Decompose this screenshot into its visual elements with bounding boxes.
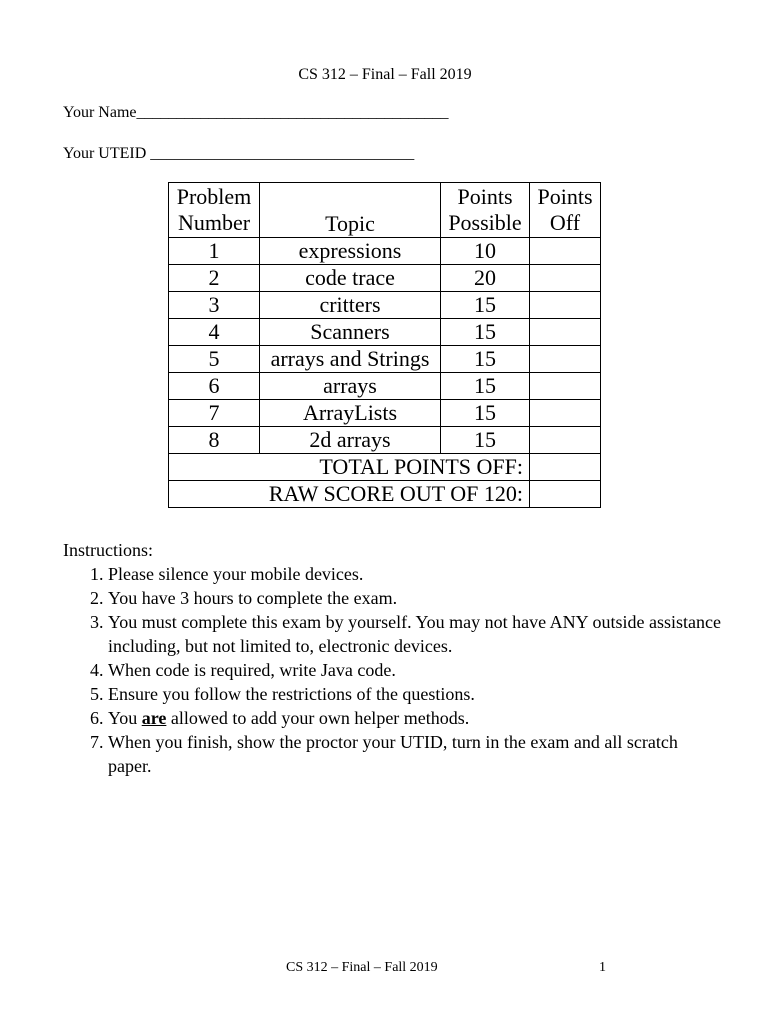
points-off-cell[interactable] [530,265,601,292]
points-off-cell[interactable] [530,427,601,454]
instruction-text: allowed to add your own helper methods. [166,708,470,728]
topic-cell: expressions [260,238,441,265]
header-problem-number: Problem Number [169,183,260,238]
points-off-cell[interactable] [530,319,601,346]
points-possible-cell: 15 [441,319,530,346]
instruction-item: 3. You must complete this exam by yourself. You may not have ANY outside assistance including, but not limited to, electronic devices. [108,610,723,658]
topic-cell: critters [260,292,441,319]
points-possible-cell: 15 [441,400,530,427]
page-header-title: CS 312 – Final – Fall 2019 [298,66,472,83]
points-possible-cell: 15 [441,373,530,400]
points-possible-cell: 15 [441,346,530,373]
raw-score-row [169,481,601,508]
table-row [169,238,601,265]
header-points-off: Points Off [530,183,601,238]
score-table-header [169,183,601,238]
topic-cell: ArrayLists [260,400,441,427]
problem-number-cell: 7 [169,400,260,427]
instruction-item [108,706,723,730]
table-row [169,265,601,292]
topic-cell: Scanners [260,319,441,346]
problem-number-cell: 4 [169,319,260,346]
table-row [169,319,601,346]
uteid-blank[interactable]: _________________________________ [150,145,415,162]
name-field[interactable] [63,104,448,122]
points-off-cell[interactable] [530,346,601,373]
problem-number-cell: 2 [169,265,260,292]
table-row [169,346,601,373]
topic-cell: code trace [260,265,441,292]
topic-cell: arrays [260,373,441,400]
raw-score-cell[interactable] [530,481,601,508]
points-possible-cell: 20 [441,265,530,292]
topic-cell: 2d arrays [260,427,441,454]
topic-cell: arrays and Strings [260,346,441,373]
points-off-cell[interactable] [530,373,601,400]
header-topic: Topic [260,183,441,238]
points-off-cell[interactable] [530,400,601,427]
uteid-label: Your UTEID [63,145,147,162]
problem-number-cell: 3 [169,292,260,319]
uteid-field[interactable] [63,145,414,163]
instruction-text: You [108,708,142,728]
problem-number-cell: 5 [169,346,260,373]
instruction-item: 2. You have 3 hours to complete the exam. [108,586,723,610]
points-possible-cell: 15 [441,292,530,319]
problem-number-cell: 1 [169,238,260,265]
instructions-list [63,562,723,778]
table-row [169,373,601,400]
score-table [168,182,601,508]
points-possible-cell: 10 [441,238,530,265]
name-label: Your Name [63,104,137,121]
page-number: 1 [599,960,606,975]
table-row [169,427,601,454]
header-points-possible: Points Possible [441,183,530,238]
name-blank[interactable]: _______________________________________ [136,104,449,121]
footer-title: CS 312 – Final – Fall 2019 [286,960,438,975]
points-off-cell[interactable] [530,292,601,319]
table-row [169,292,601,319]
points-off-cell[interactable] [530,238,601,265]
instructions-heading: Instructions: [63,540,153,560]
total-points-off-row [169,454,601,481]
total-points-off-cell[interactable] [530,454,601,481]
instruction-emphasis: are [141,708,167,728]
table-row [169,400,601,427]
instructions-section [63,538,723,778]
problem-number-cell: 8 [169,427,260,454]
instruction-item: 7. When you finish, show the proctor your UTID, turn in the exam and all scratch paper. [108,730,723,778]
problem-number-cell: 6 [169,373,260,400]
instruction-item: 5. Ensure you follow the restrictions of the questions. [108,682,723,706]
points-possible-cell: 15 [441,427,530,454]
instruction-item: 1. Please silence your mobile devices. [108,562,723,586]
raw-score-label: RAW SCORE OUT OF 120: [169,481,530,508]
total-points-off-label: TOTAL POINTS OFF: [169,454,530,481]
instruction-item: 4. When code is required, write Java code. [108,658,723,682]
